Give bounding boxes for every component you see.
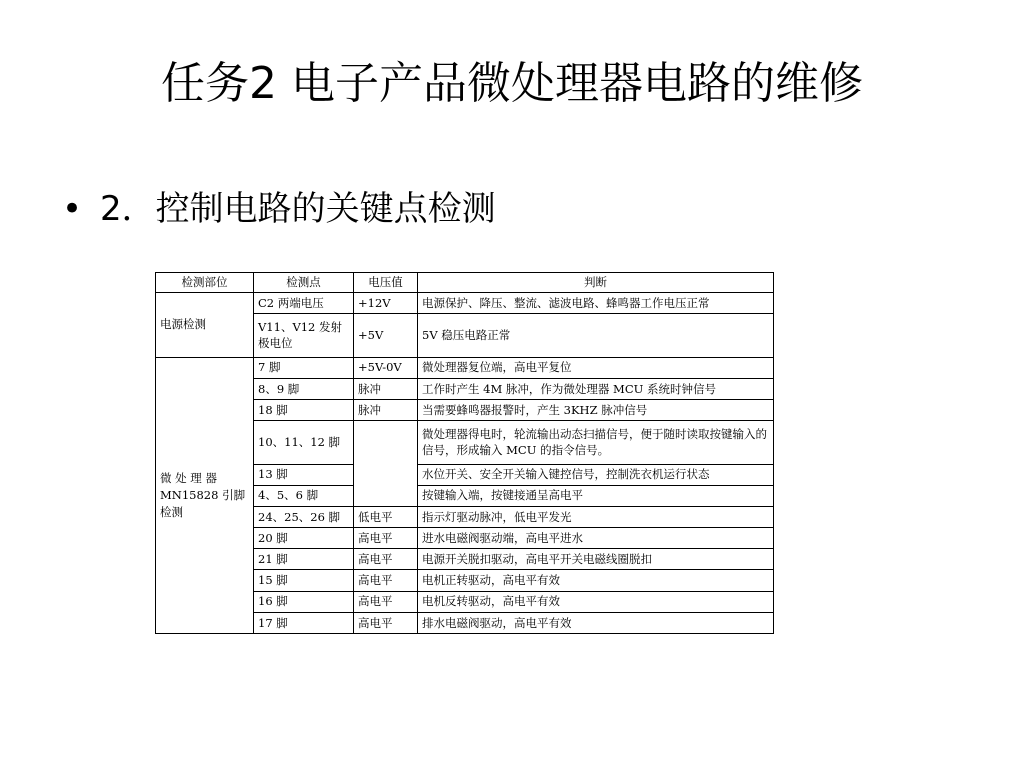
point-cell: 20 脚 [254,528,354,549]
point-cell: 24、25、26 脚 [254,506,354,527]
voltage-cell: 高电平 [354,612,418,633]
point-cell: C2 两端电压 [254,293,354,314]
header-point: 检测点 [254,273,354,293]
judgment-cell: 排水电磁阀驱动，高电平有效 [418,612,774,633]
voltage-cell: +12V [354,293,418,314]
point-cell: 17 脚 [254,612,354,633]
bullet-text: 2．控制电路的关键点检测 [100,189,496,229]
judgment-cell: 当需要蜂鸣器报警时，产生 3KHZ 脉冲信号 [418,399,774,420]
judgment-cell: 指示灯驱动脉冲，低电平发光 [418,506,774,527]
judgment-cell: 水位开关、安全开关输入键控信号，控制洗衣机运行状态 [418,464,774,485]
judgment-cell: 微处理器得电时，轮流输出动态扫描信号，便于随时读取按键输入的信号，形成输入 MCU 的指令信号。 [418,421,774,464]
point-cell: 21 脚 [254,549,354,570]
judgment-cell: 进水电磁阀驱动端，高电平进水 [418,528,774,549]
header-part: 检测部位 [156,273,254,293]
point-cell: 4、5、6 脚 [254,485,354,506]
voltage-cell: +5V [354,314,418,357]
voltage-cell: 脉冲 [354,378,418,399]
detection-table [155,272,774,634]
table-row [156,357,774,378]
judgment-cell: 工作时产生 4M 脉冲，作为微处理器 MCU 系统时钟信号 [418,378,774,399]
bullet-marker: • [62,189,83,229]
part-cell: 微 处 理 器 MN15828 引脚检测 [156,357,254,633]
point-cell: 18 脚 [254,399,354,420]
judgment-cell: 电机反转驱动，高电平有效 [418,591,774,612]
header-judgment: 判断 [418,273,774,293]
point-cell: 13 脚 [254,464,354,485]
slide-title: 任务2 电子产品微处理器电路的维修 [161,58,863,109]
judgment-cell: 微处理器复位端，高电平复位 [418,357,774,378]
judgment-cell: 电源开关脱扣驱动，高电平开关电磁线圈脱扣 [418,549,774,570]
judgment-cell: 按键输入端，按键接通呈高电平 [418,485,774,506]
judgment-cell: 电源保护、降压、整流、滤波电路、蜂鸣器工作电压正常 [418,293,774,314]
voltage-cell: 高电平 [354,528,418,549]
point-cell: 15 脚 [254,570,354,591]
part-cell: 电源检测 [156,293,254,358]
point-cell: 7 脚 [254,357,354,378]
voltage-cell: 低电平 [354,506,418,527]
header-voltage: 电压值 [354,273,418,293]
point-cell: 8、9 脚 [254,378,354,399]
judgment-cell: 电机正转驱动，高电平有效 [418,570,774,591]
voltage-cell: 高电平 [354,549,418,570]
point-cell: 16 脚 [254,591,354,612]
table-header-row [156,273,774,293]
voltage-cell: 脉冲 [354,399,418,420]
table-row [156,293,774,314]
judgment-cell: 5V 稳压电路正常 [418,314,774,357]
point-cell: V11、V12 发射极电位 [254,314,354,357]
voltage-cell: +5V-0V [354,357,418,378]
voltage-cell: 高电平 [354,591,418,612]
voltage-cell: 高电平 [354,570,418,591]
voltage-cell [354,421,418,507]
bullet-item [62,189,496,229]
point-cell: 10、11、12 脚 [254,421,354,464]
